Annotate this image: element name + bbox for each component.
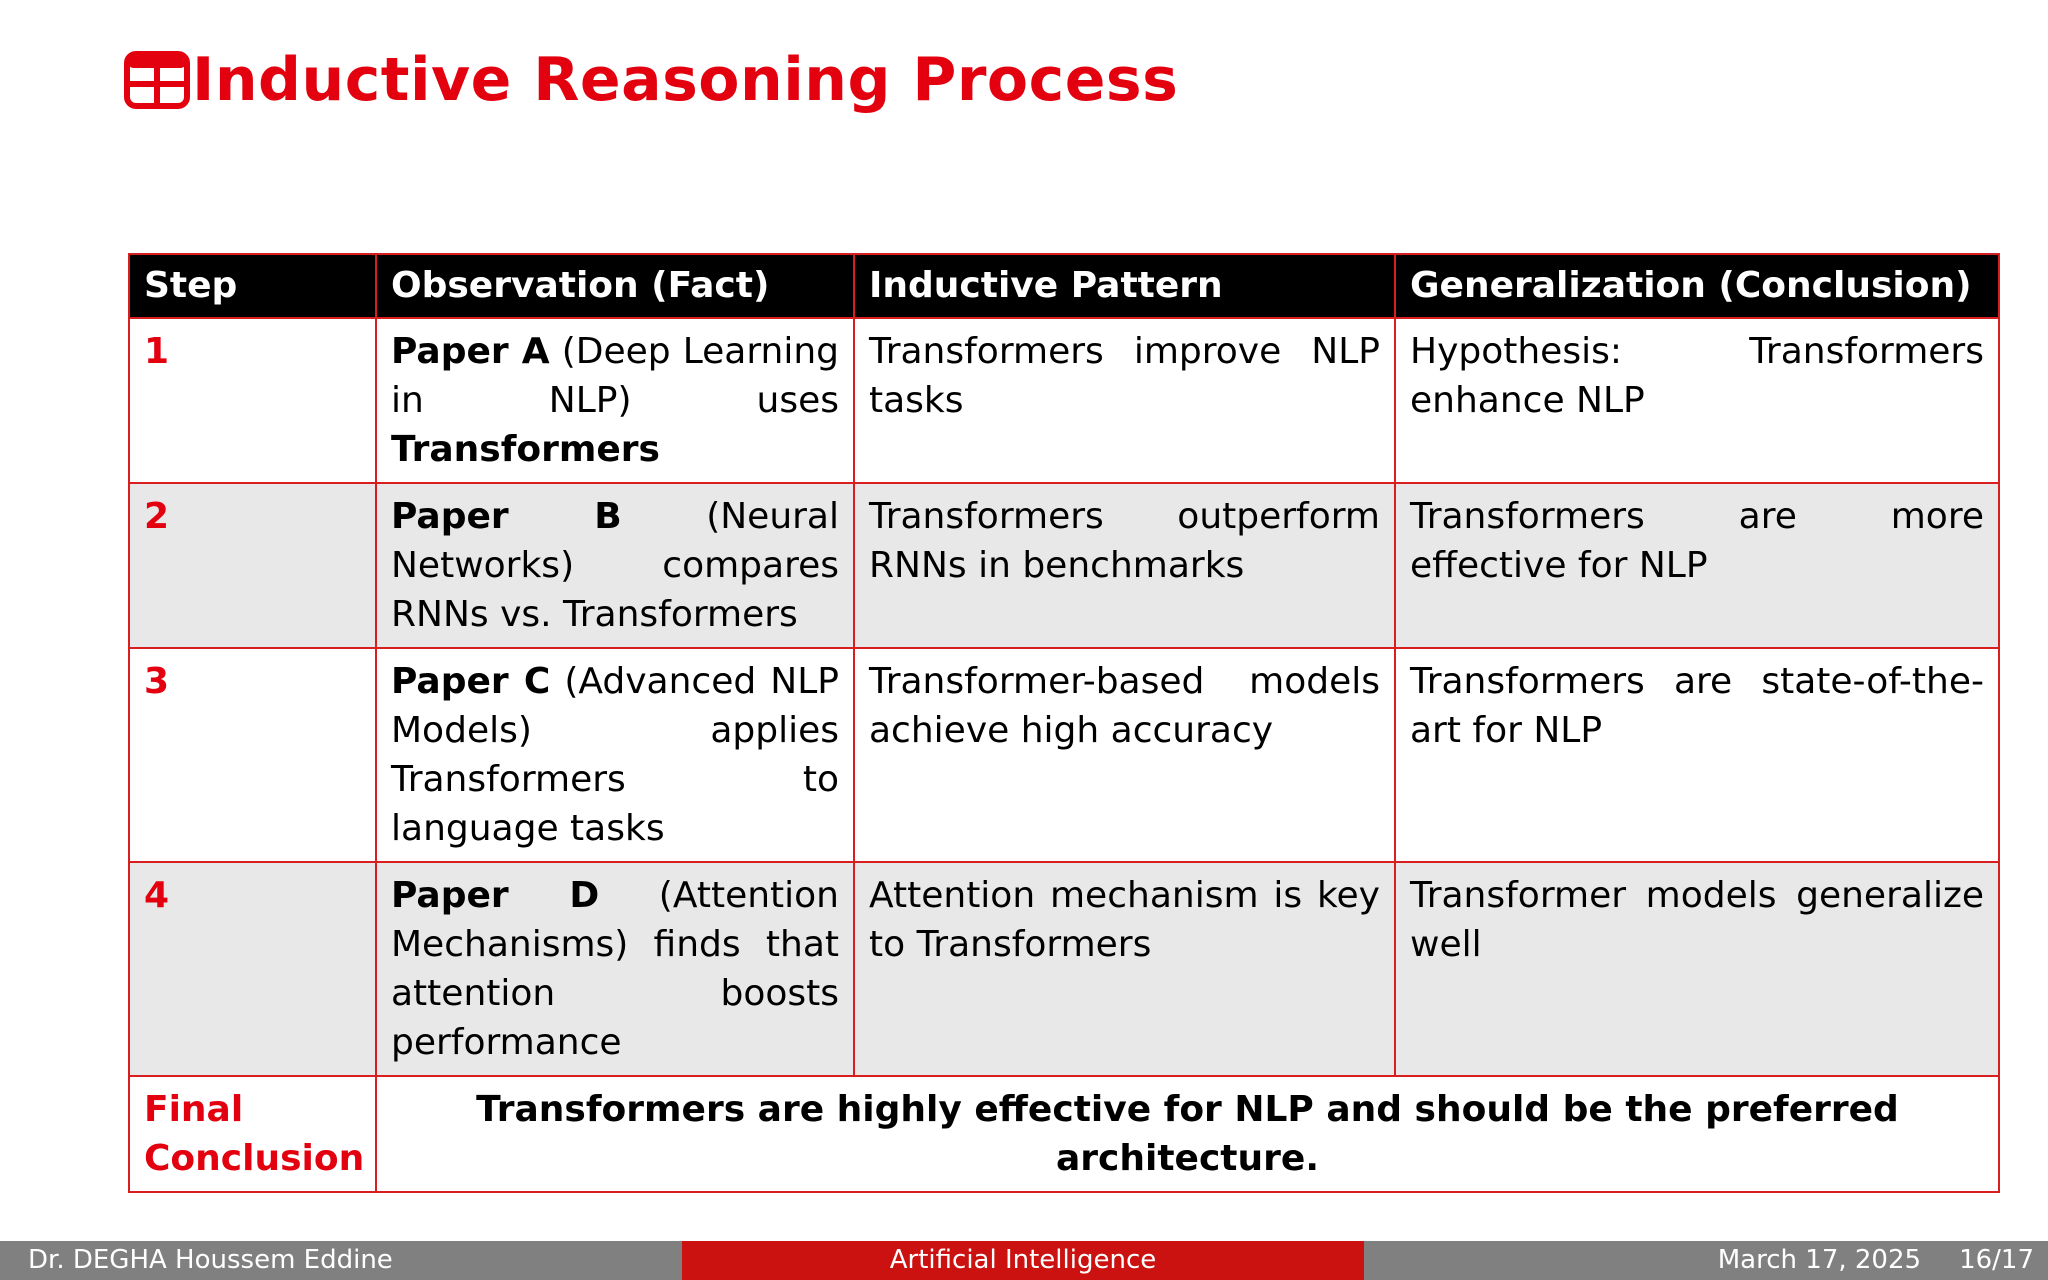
footer-course: Artificial Intelligence [682, 1241, 1364, 1280]
generalization-cell: Hypothesis: Transformers enhance NLP [1395, 318, 1999, 483]
table-header-row [129, 254, 1999, 318]
table-row [129, 318, 1999, 483]
observation-text: (Deep Learning in NLP) uses [391, 331, 839, 421]
generalization-cell: Transformers are state-of-the-art for NLP [1395, 648, 1999, 862]
table-row [129, 648, 1999, 862]
observation-cell [376, 318, 854, 483]
reasoning-table [128, 253, 2000, 1193]
step-number: 3 [129, 648, 376, 862]
paper-name: Paper A [391, 331, 550, 372]
table-icon [124, 51, 190, 109]
step-number: 4 [129, 862, 376, 1076]
footer-meta [1364, 1241, 2048, 1280]
observation-cell [376, 648, 854, 862]
footer-page-number: 16/17 [1959, 1245, 2034, 1275]
footer-author: Dr. DEGHA Houssem Eddine [0, 1241, 682, 1280]
paper-name: Paper D [391, 875, 600, 916]
observation-text: (Attention Mechanisms) finds that attention boosts performance [391, 875, 839, 1063]
generalization-cell: Transformers are more effective for NLP [1395, 483, 1999, 648]
header-step: Step [129, 254, 376, 318]
observation-text: (Neural Networks) compares RNNs vs. Transformers [391, 496, 839, 635]
table-row [129, 862, 1999, 1076]
generalization-cell: Transformer models generalize well [1395, 862, 1999, 1076]
pattern-cell: Attention mechanism is key to Transformers [854, 862, 1395, 1076]
pattern-cell: Transformers outperform RNNs in benchmarks [854, 483, 1395, 648]
paper-name: Paper B [391, 496, 622, 537]
header-observation: Observation (Fact) [376, 254, 854, 318]
final-conclusion-text: Transformers are highly effective for NLP and should be the preferred architecture. [376, 1076, 1999, 1192]
observation-cell [376, 862, 854, 1076]
pattern-cell: Transformers improve NLP tasks [854, 318, 1395, 483]
step-number: 1 [129, 318, 376, 483]
observation-emphasis: Transformers [391, 429, 660, 470]
slide-footer [0, 1241, 2048, 1280]
final-conclusion-label: Final Conclusion [129, 1076, 376, 1192]
observation-text: (Advanced NLP Models) applies Transformers to language tasks [391, 661, 839, 849]
pattern-cell: Transformer-based models achieve high accuracy [854, 648, 1395, 862]
table-row [129, 483, 1999, 648]
slide-title-bar [124, 40, 1178, 120]
step-number: 2 [129, 483, 376, 648]
observation-cell [376, 483, 854, 648]
paper-name: Paper C [391, 661, 551, 702]
page-title: Inductive Reasoning Process [192, 45, 1179, 115]
footer-date: March 17, 2025 [1717, 1245, 1922, 1275]
header-generalization: Generalization (Conclusion) [1395, 254, 1999, 318]
header-pattern: Inductive Pattern [854, 254, 1395, 318]
final-conclusion-row [129, 1076, 1999, 1192]
